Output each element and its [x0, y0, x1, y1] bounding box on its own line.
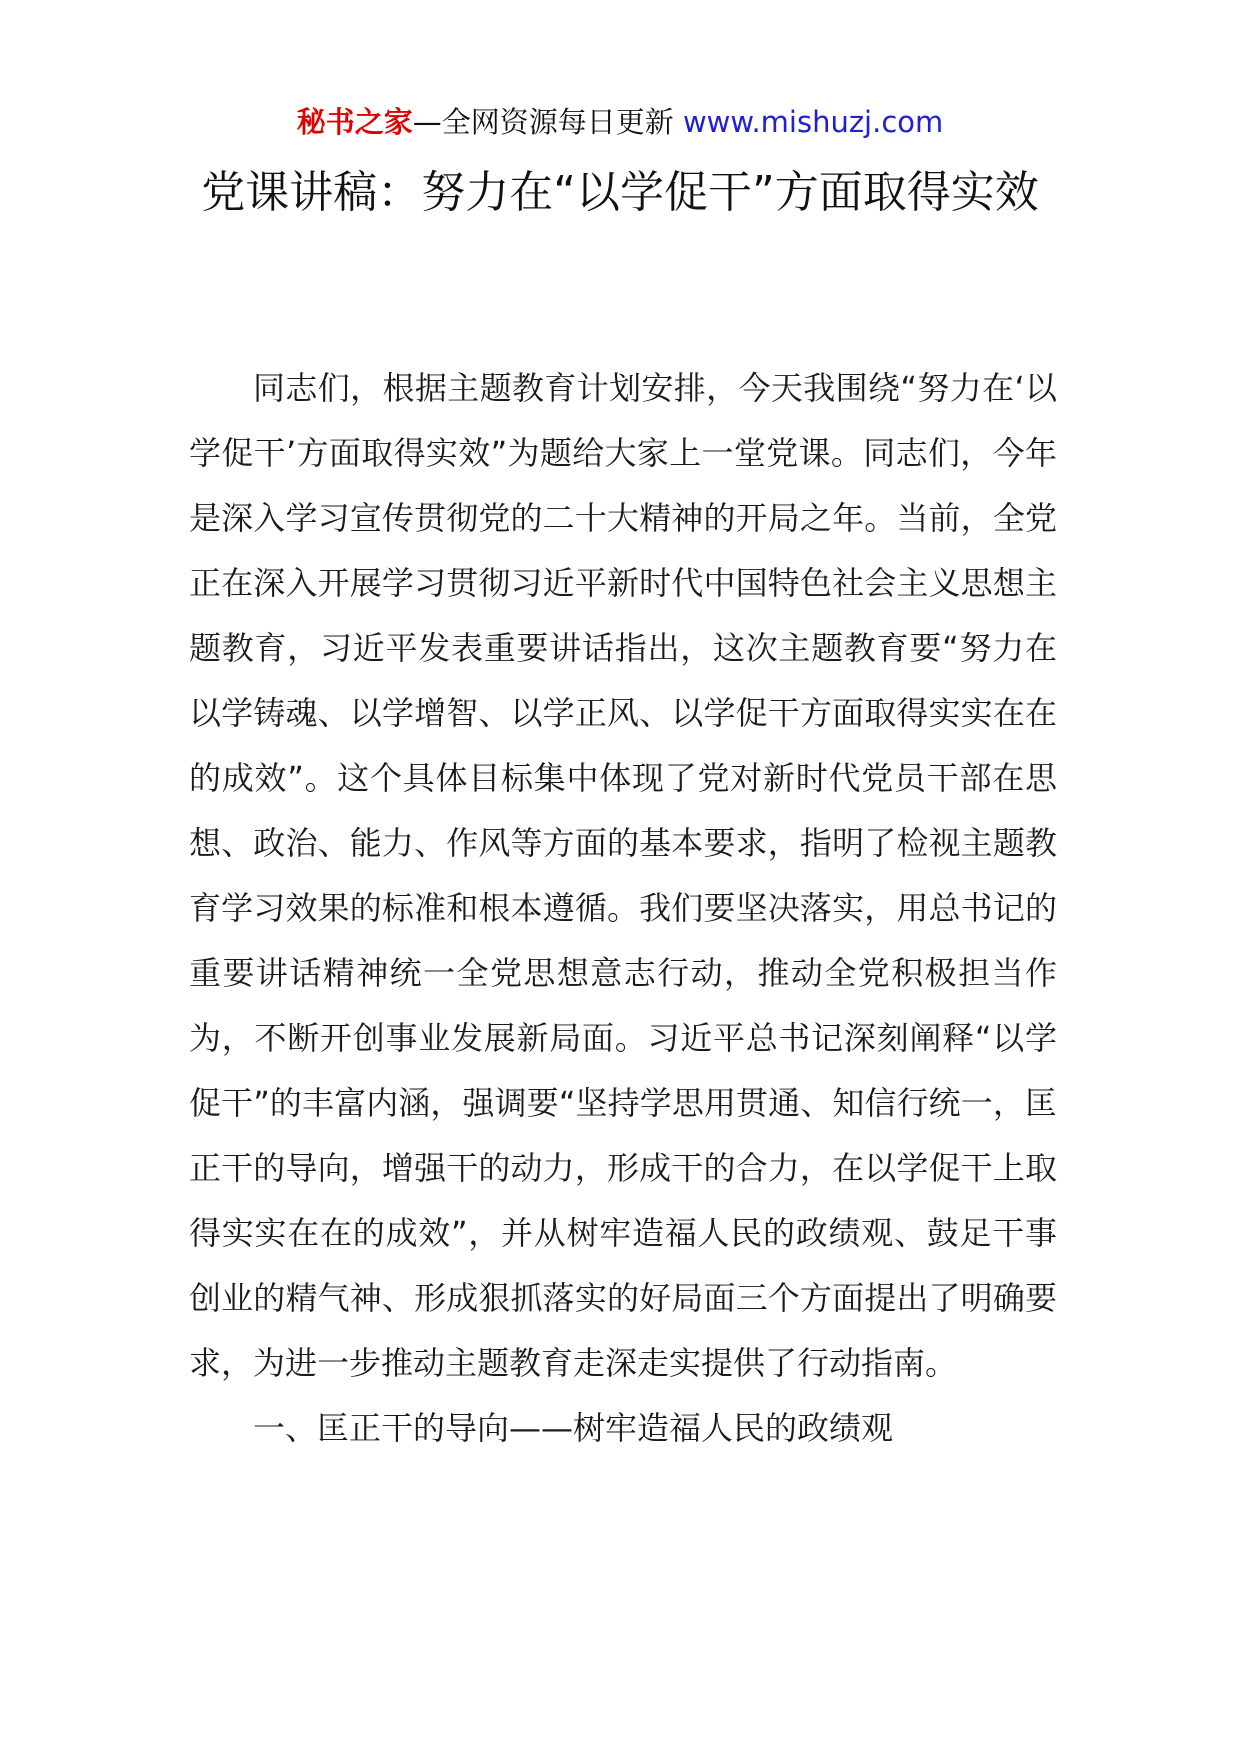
document-title: 党课讲稿：努力在“以学促干”方面取得实效 [201, 167, 1039, 218]
section-heading: 一、匡正干的导向——树牢造福人民的政绩观 [253, 1409, 894, 1447]
site-header [0, 100, 1240, 144]
document-body [189, 356, 1057, 1461]
body-paragraph: 同志们，根据主题教育计划安排，今天我围绕“努力在‘以学促干’方面取得实效”为题给大家上一堂党课。同志们，今年是深入学习宣传贯彻党的二十大精神的开局之年。当前，全党正在深入开展学习贯彻习近平新时代中国特色社会主义思想主题教育，习近平发表重要讲话指出，这次主题教育要“努力在以学铸魂、以学增智、以学正风、以学促干方面取得实实在在的成效”。这个具体目标集中体现了党对新时代党员干部在思想、政治、能力、作风等方面的基本要求，指明了检视主题教育学习效果的标准和根本遵循。我们要坚决落实，用总书记的重要讲话精神统一全党思想意志行动，推动全党积极担当作为，不断开创事业发展新局面。习近平总书记深刻阐释“以学促干”的丰富内涵，强调要“坚持学思用贯通、知信行统一，匡正干的导向，增强干的动力，形成干的合力，在以学促干上取得实实在在的成效”，并从树牢造福人民的政绩观、鼓足干事创业的精气神、形成狠抓落实的好局面三个方面提出了明确要求，为进一步推动主题教育走深走实提供了行动指南。 [189, 369, 1057, 1382]
brand-name: 秘书之家 [296, 105, 413, 139]
site-url-link[interactable]: www.mishuzj.com [682, 105, 944, 139]
header-tagline: —全网资源每日更新 [412, 105, 674, 139]
